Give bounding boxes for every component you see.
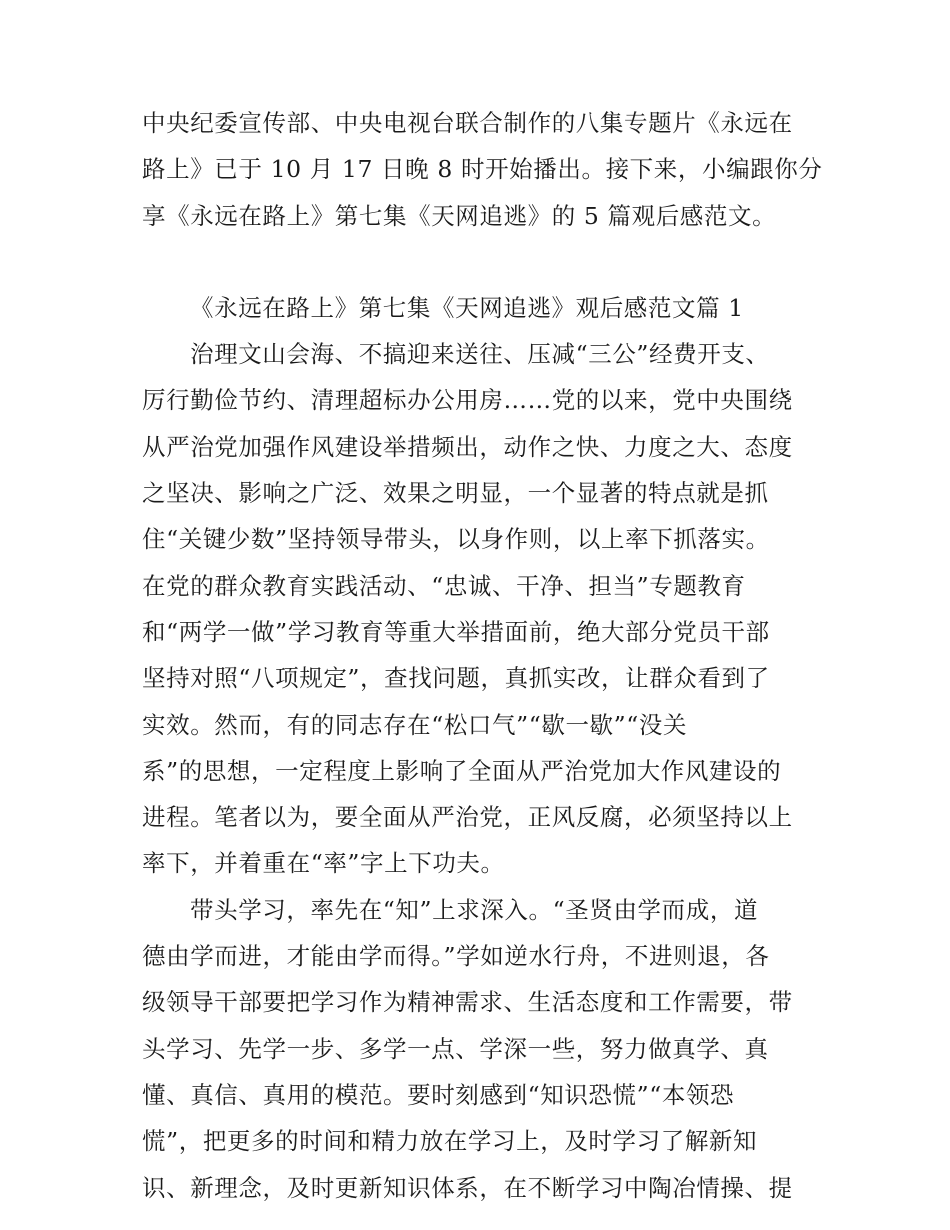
p2-line-7: 识、新理念，及时更新知识体系，在不断学习中陶冶情操、提 bbox=[142, 1173, 793, 1202]
p2-line-6: 慌”，把更多的时间和精力放在学习上，及时学习了解新知 bbox=[142, 1127, 758, 1156]
p1-line-3: 从严治党加强作风建设举措频出，动作之快、力度之大、态度 bbox=[142, 432, 793, 461]
p2-line-1: 带头学习，率先在“知”上求深入。“圣贤由学而成，道 bbox=[190, 895, 759, 924]
p1-line-4: 之坚决、影响之广泛、效果之明显，一个显著的特点就是抓 bbox=[142, 479, 769, 508]
intro-line-1: 中央纪委宣传部、中央电视台联合制作的八集专题片《永远在 bbox=[142, 109, 793, 137]
p1-line-9: 实效。然而，有的同志存在“松口气”“歇一歇”“没关 bbox=[142, 710, 688, 739]
p1-line-11: 进程。笔者以为，要全面从严治党，正风反腐，必须坚持以上 bbox=[142, 803, 793, 832]
p1-line-5: 住“关键少数”坚持领导带头，以身作则，以上率下抓落实。 bbox=[142, 525, 770, 554]
document-page bbox=[142, 100, 823, 1211]
body-paragraph-2 bbox=[142, 887, 814, 1211]
p1-line-6: 在党的群众教育实践活动、“忠诚、干净、担当”专题教育 bbox=[142, 571, 746, 600]
p1-line-7: 和“两学一做”学习教育等重大举措面前，绝大部分党员干部 bbox=[142, 617, 770, 646]
body-paragraph-1 bbox=[142, 331, 814, 887]
p2-line-3: 级领导干部要把学习作为精神需求、生活态度和工作需要，带 bbox=[142, 988, 793, 1017]
p1-line-10: 系”的思想，一定程度上影响了全面从严治党加大作风建设的 bbox=[142, 756, 782, 785]
paragraph-spacer bbox=[142, 239, 814, 285]
p1-line-2: 厉行勤俭节约、清理超标办公用房……党的以来，党中央围绕 bbox=[142, 386, 793, 415]
p1-line-12: 率下，并着重在“率”字上下功夫。 bbox=[142, 849, 505, 878]
intro-paragraph bbox=[142, 100, 823, 239]
p1-line-1: 治理文山会海、不搞迎来送往、压减“三公”经费开支、 bbox=[190, 340, 770, 369]
p2-line-2: 德由学而进，才能由学而得。”学如逆水行舟，不进则退，各 bbox=[142, 942, 770, 971]
section-heading: 《永远在路上》第七集《天网追逃》观后感范文篇 1 bbox=[190, 293, 744, 322]
p2-line-4: 头学习、先学一步、多学一点、学深一些，努力做真学、真 bbox=[142, 1034, 769, 1063]
p2-line-5: 懂、真信、真用的模范。要时刻感到“知识恐慌”“本领恐 bbox=[142, 1080, 735, 1109]
intro-line-3: 享《永远在路上》第七集《天网追逃》的 5 篇观后感范文。 bbox=[142, 201, 777, 230]
p1-line-8: 坚持对照“八项规定”，查找问题，真抓实改，让群众看到了 bbox=[142, 664, 770, 693]
intro-line-2: 路上》已于 10 月 17 日晚 8 时开始播出。接下来，小编跟你分 bbox=[142, 155, 823, 184]
